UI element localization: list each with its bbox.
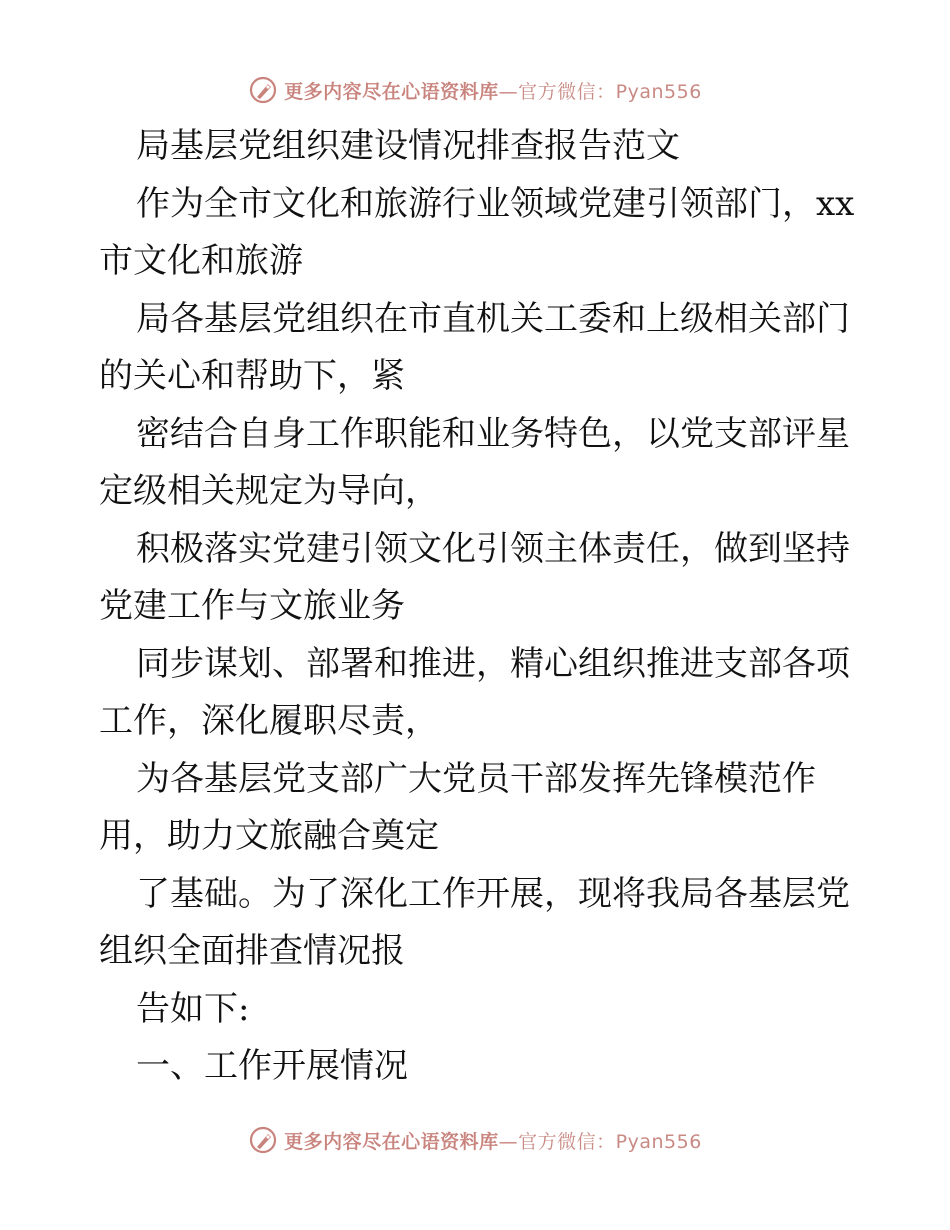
paragraph-line: 党建工作与文旅业务 [99,586,405,626]
paragraph-line: 用，助力文旅融合奠定 [99,816,439,856]
paragraph-line: 组织全面排查情况报 [99,931,405,971]
paragraph-line: 定级相关规定为导向， [99,471,439,511]
paragraph-line: 同步谋划、部署和推进，精心组织推进支部各项 [136,643,850,684]
banner-wechat-text: 官方微信：Pyan556 [518,80,702,103]
paragraph-line: 积极落实党建引领文化引领主体责任，做到坚持 [136,528,850,569]
banner-wechat-text: 官方微信：Pyan556 [518,1130,702,1153]
paragraph-line: 局各基层党组织在市直机关工委和上级相关部门 [136,298,850,339]
banner-separator: — [498,80,519,103]
paragraph-line: 作为全市文化和旅游行业领域党建引领部门，xx [136,183,855,224]
pen-nib-circle-icon [248,75,278,105]
pen-nib-circle-icon [248,1125,278,1155]
paragraph-line: 了基础。为了深化工作开展，现将我局各基层党 [136,873,850,914]
banner-main-text: 更多内容尽在心语资料库 [284,1130,499,1153]
document-body [99,118,859,1096]
section-heading: 一、工作开展情况 [136,1046,408,1086]
banner-main-text: 更多内容尽在心语资料库 [284,80,499,103]
paragraph-line: 为各基层党支部广大党员干部发挥先锋模范作 [136,758,816,799]
paragraph-line: 工作，深化履职尽责， [99,701,439,741]
banner-text [284,1127,702,1154]
header-banner [0,70,950,110]
document-title: 局基层党组织建设情况排查报告范文 [136,126,680,166]
paragraph-line: 市文化和旅游 [99,241,303,281]
banner-separator: — [498,1130,519,1153]
footer-banner [0,1120,950,1160]
paragraph-line: 告如下: [136,988,250,1029]
paragraph-line: 密结合自身工作职能和业务特色，以党支部评星 [136,413,850,454]
banner-text [284,77,702,104]
paragraph-line: 的关心和帮助下，紧 [99,356,405,396]
